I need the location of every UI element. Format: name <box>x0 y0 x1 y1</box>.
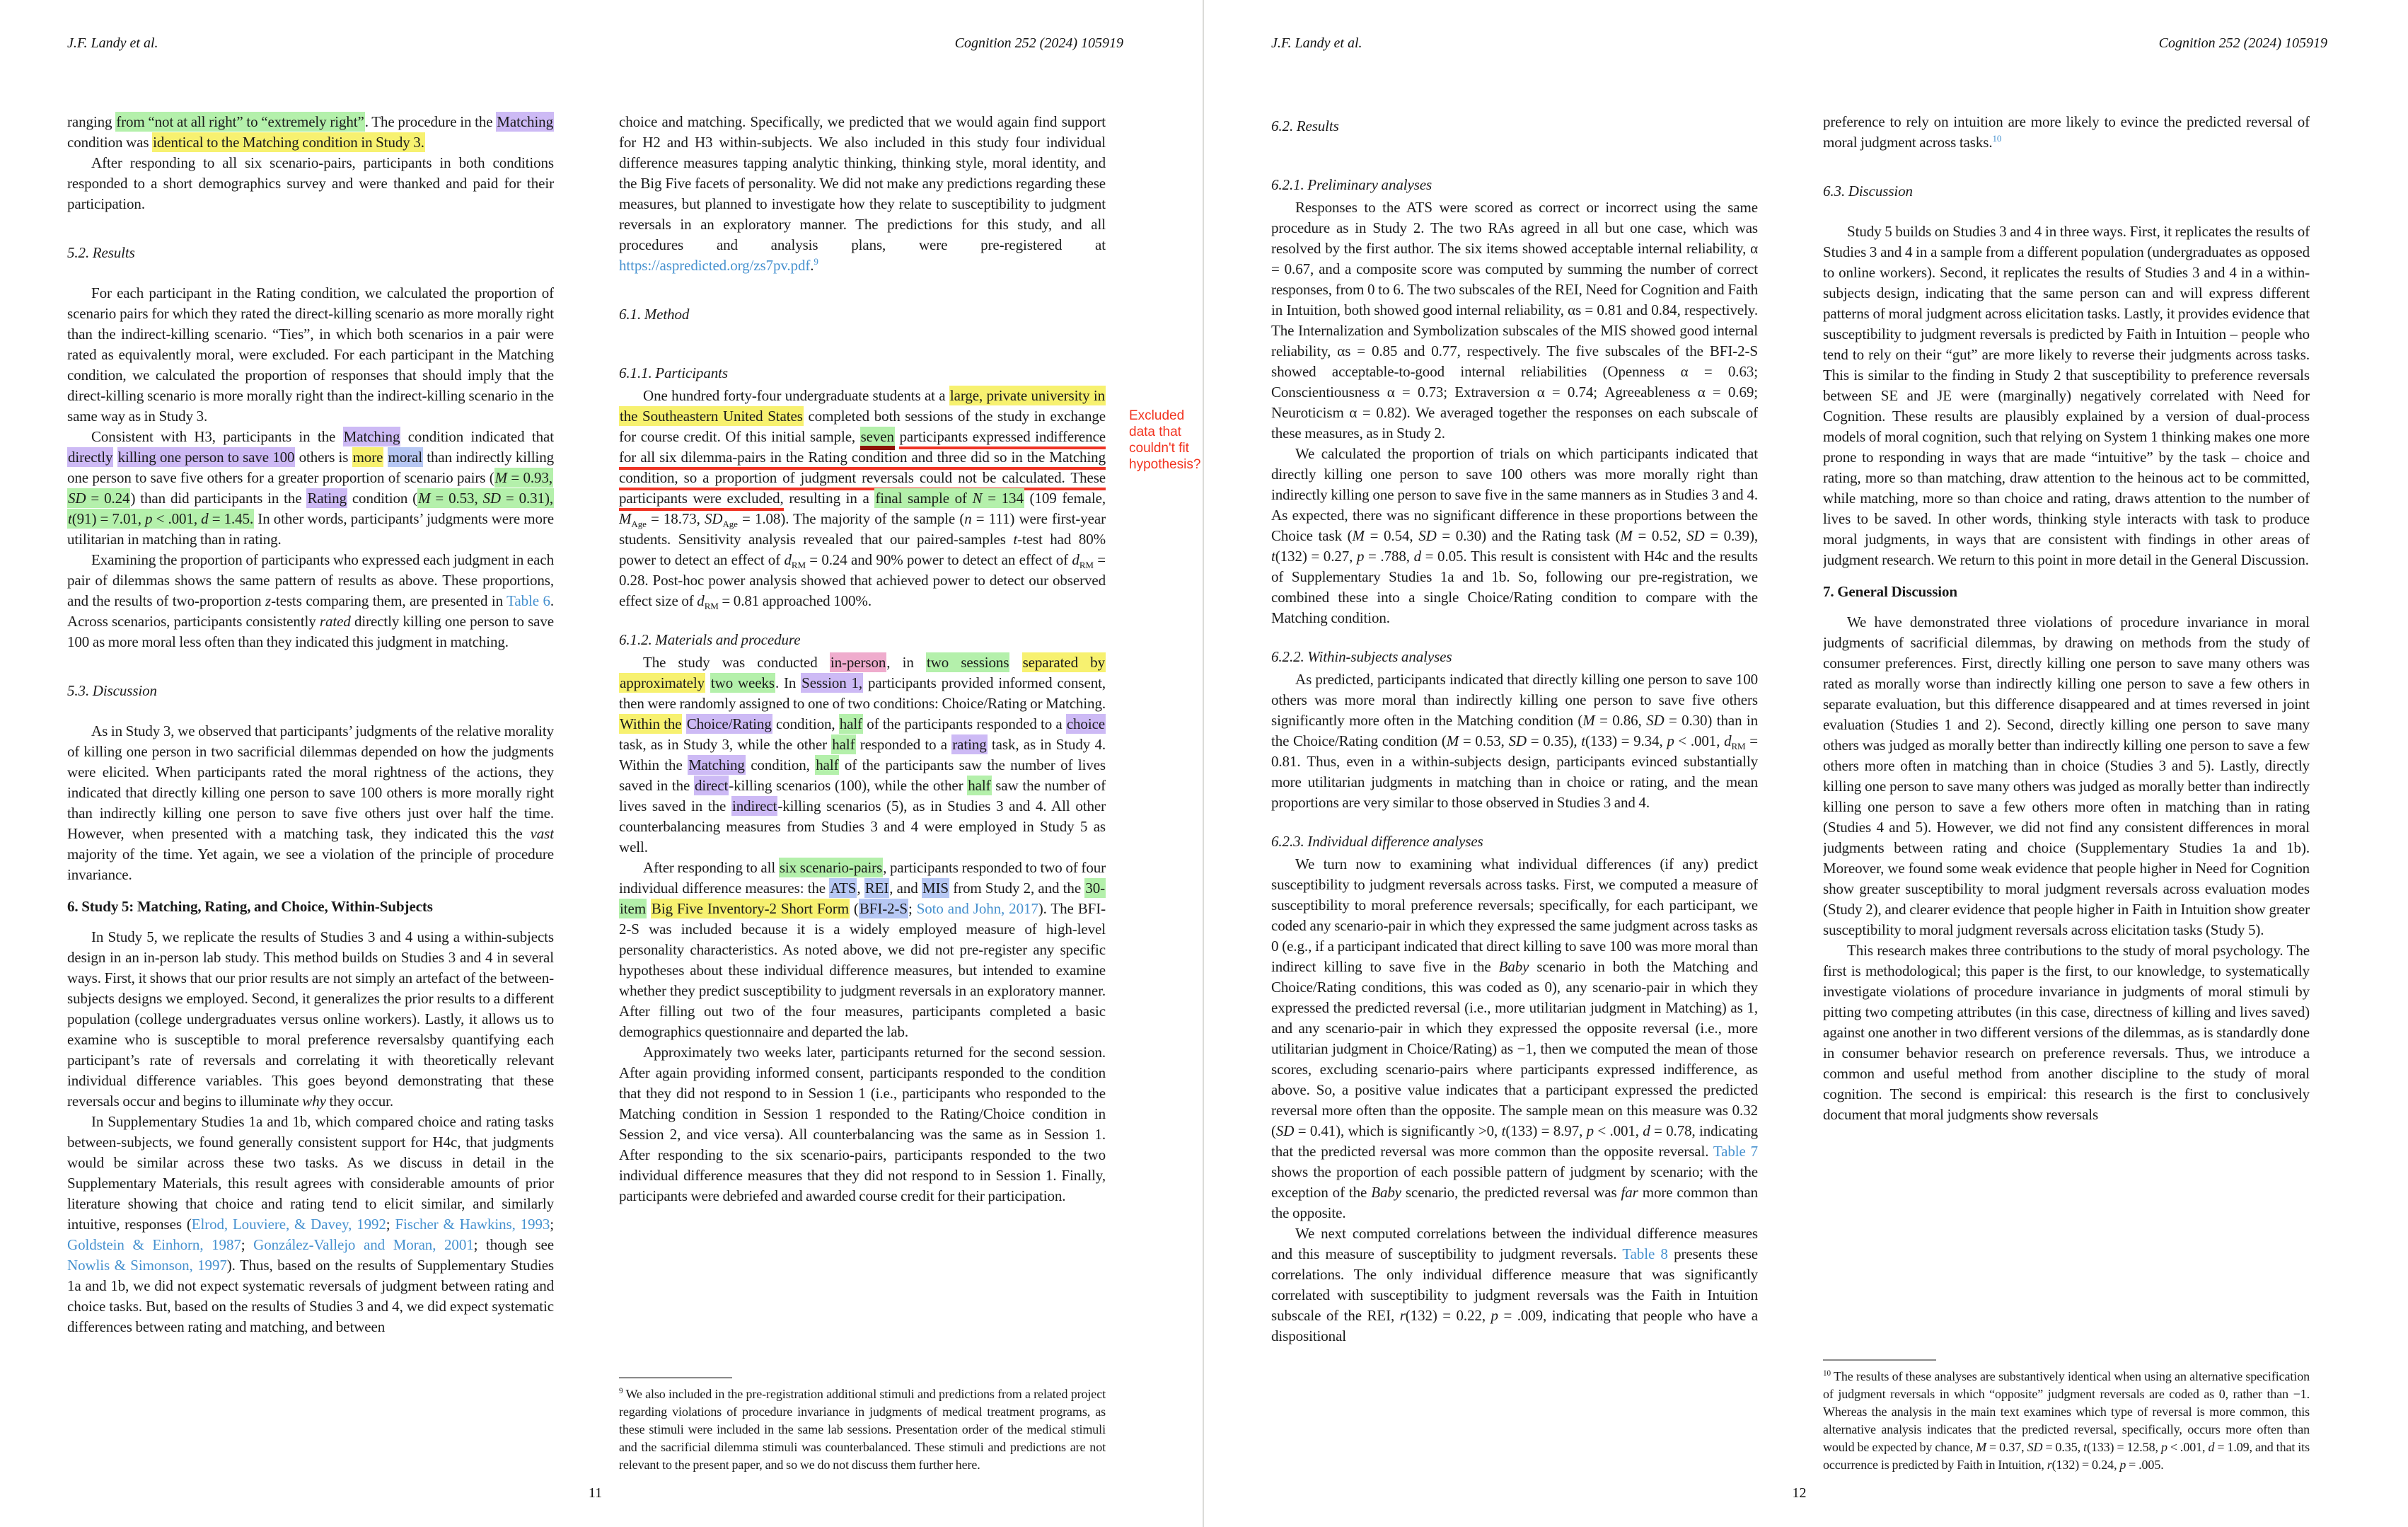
highlight-pink: in-person <box>830 654 886 671</box>
section-heading: 7. General Discussion <box>1823 583 1957 600</box>
paragraph <box>1271 197 1758 444</box>
text-run: ). Thus, based on the results of Supplementary Studies 1a and 1b, we did not expect systematic reversals of judgment between rating and choice tasks. But, based on the results of Studies 3 and 4, we did expect systematic differences between rating and matching, and between <box>67 1257 554 1335</box>
subsection-heading: 6.1.2. Materials and procedure <box>619 631 801 648</box>
text-run: In other words, participants’ judgments were more utilitarian in matching than in rating. <box>67 510 554 548</box>
text-run: We next computed correlations between the individual difference measures and this measure of susceptibility to judgment reversals. <box>1271 1225 1758 1262</box>
paragraph <box>67 112 554 153</box>
text-run: Consistent with H3, participants in the <box>91 428 343 445</box>
text-run: Examining the proportion of participants who expressed each judgment in each pair of dilemmas shows the same pattern of results as above. These proportions, and the results of two-proportion z-tests comparing them, are presented in <box>67 551 554 609</box>
column-container <box>67 112 1123 1474</box>
text-column-1 <box>67 112 554 1474</box>
subsection-heading: 6.1. Method <box>619 306 690 323</box>
citation-link[interactable]: Table 8 <box>1622 1245 1668 1262</box>
text-run: task, as in Study 4. Within the <box>619 736 1106 773</box>
text-run: . Across scenarios, participants consistently rated directly killing one person to save 100 as more moral less often than they indicated this judgment in matching. <box>67 592 554 650</box>
red-underlined-text: participants expressed indifference for all six dilemma-pairs in the Rating condition and three did so in the Matching condition, so a proportion of judgment reversals could not be calculated. These participants were excluded, <box>619 428 1106 511</box>
paragraph <box>619 386 1106 611</box>
text-run: presents these correlations. The only individual difference measure that was significantly correlated with susceptibility to judgment reversals was the Faith in Intuition subscale of the REI, r(132) = 0.22, p = .009, indicating that people who have a dispositional <box>1271 1245 1758 1344</box>
citation-link[interactable]: https://aspredicted.org/zs7pv.pdf <box>619 257 811 274</box>
text-run: completed both sessions of the study in exchange for course credit. Of this initial sample, <box>619 408 1106 445</box>
text-run: condition indicated that <box>400 428 554 445</box>
text-run: ; <box>241 1236 254 1253</box>
text-run: , participants responded to two of four individual difference measures: the <box>619 859 1106 897</box>
subsection-heading: 6.2. Results <box>1271 117 1339 134</box>
highlight-yellow: Big Five Inventory-2 Short Form <box>651 900 849 917</box>
citation-link[interactable]: Table 6 <box>507 592 550 609</box>
text-run: , and <box>889 880 922 897</box>
text-run: -killing scenarios (100), while the other <box>729 777 968 794</box>
text-run <box>705 674 710 691</box>
highlight-green: M = 0.53, SD = 0.31), t(91) = 7.01, p < .001, d = 1.45. <box>68 490 554 527</box>
highlight-purple: direct <box>695 777 729 794</box>
paragraph <box>619 652 1106 858</box>
text-run: condition, <box>772 715 839 732</box>
text-run: ; <box>550 1216 554 1233</box>
text-run <box>113 449 117 466</box>
subsection-heading: 6.1.1. Participants <box>619 364 728 381</box>
text-run: In Study 5, we replicate the results of Studies 3 and 4 using a within-subjects design in an in-person lab study. This method builds on Studies 3 and 4 in several ways. First, it shows that our prior results are not simply an artefact of the between-subjects designs we employed. Second, it generalizes the prior results to a different population (college undergraduates versus online workers). Lastly, it allows us to examine who is susceptible to moral preference reversalsby quantifying each participant’s rate of reversals and correlating it with theoretically relevant individual difference variables. This goes beyond demonstrating that these reversals occur and begins to illuminate why they occur. <box>67 928 554 1110</box>
highlight-purple: rating <box>952 736 987 753</box>
highlight-green: two sessions <box>926 654 1009 671</box>
subsection-heading: 6.2.1. Preliminary analyses <box>1271 176 1432 193</box>
paragraph <box>1271 444 1758 628</box>
highlight-yellow: separated by approximately <box>620 654 1105 691</box>
highlight-purple: Matching <box>688 756 745 773</box>
highlight-purple: Session 1, <box>801 674 863 691</box>
text-run: task, as in Study 3, while the other <box>619 736 832 753</box>
highlight-green: M = 0.93, SD = 0.24 <box>68 469 552 507</box>
highlight-green: two weeks <box>710 674 775 691</box>
paragraph <box>619 112 1106 276</box>
citation-link[interactable]: 10 <box>1992 133 2002 144</box>
footnote <box>1823 1359 2310 1474</box>
highlight-purple: killing one person to save 100 <box>117 449 295 466</box>
text-run: Responses to the ATS were scored as correct or incorrect using the same procedure as in Study 2. The two RAs agreed in all but one case, which was resolved by the first author. The six items showed acceptable internal reliability, α = 0.67, and a composite score was computed by summing the number of correct responses, from 0 to 6. The two subscales of the REI, Need for Cognition and Faith in Intuition, both showed good internal reliability, αs = 0.81 and 0.84, respectively. The Internalization and Symbolization subscales of the MIS showed good internal reliability, αs = 0.85 and 0.77, respectively. The five subscales of the BFI-2-S showed acceptable-to-good internal reliabilities (Openness α = 0.63; Conscientiousness α = 0.73; Extraversion α = 0.74; Agreeableness α = 0.69; Neuroticism α = 0.82). We averaged together the responses on each subscale of these measures, as in Study 2. <box>1271 199 1758 442</box>
text-run: of the participants saw the number of lives saved in the <box>619 756 1106 794</box>
paragraph <box>619 1042 1106 1206</box>
citation-link[interactable]: Soto and John, 2017 <box>916 900 1038 917</box>
text-run: We turn now to examining what individual differences (if any) predict susceptibility to judgment reversals across tasks. First, we computed a measure of susceptibility to moral preference reversals; specifically, for each participant, we coded any scenario-pair in which they expressed the same judgment across tasks as 0 (e.g., if a participant indicated that direct killing to save 100 was more moral than indirect killing to save five in the Baby scenario in both the Matching and Choice/Rating conditions, this was coded as 0), any scenario-pair in which they expressed the predicted reversal (i.e., more utilitarian judgment in Matching) as 1, and any scenario-pair in which they expressed the opposite reversal (i.e., more utilitarian judgment in Choice/Rating) as −1, then we computed the mean of those scores, excluding scenario-pairs where participants expressed indifference, as above. So, a positive value indicates that a participant expressed the predicted reversal more often than the opposite. The sample mean on this measure was 0.32 (SD = 0.41), which is significantly >0, t(133) = 8.97, p < .001, d = 0.78, indicating that the predicted reversal was more common than the opposite reversal. <box>1271 855 1758 1160</box>
text-column-2 <box>619 112 1106 1474</box>
paragraph <box>1823 221 2310 570</box>
text-run: choice and matching. Specifically, we predicted that we would again find support for H2 and H3 within-subjects. We also included in this study four individual difference measures tapping analytic thinking, thinking style, moral identity, and the Big Five facets of personality. We did not make any predictions regarding these measures, but planned to investigate how they relate to susceptibility to judgment reversals in an exploratory manner. The predictions for this study, and all procedures and analysis plans, were pre-registered at <box>619 113 1106 253</box>
running-head-journal: Cognition 252 (2024) 105919 <box>954 35 1123 51</box>
text-run: ; though see <box>473 1236 554 1253</box>
text-run <box>383 449 387 466</box>
paragraph <box>67 927 554 1112</box>
text-run: preference to rely on intuition are more likely to evince the predicted reversal of moral judgment across tasks. <box>1823 113 2310 151</box>
text-run: We calculated the proportion of trials on which participants indicated that directly killing one person to save 100 others was more morally right than indirectly killing one person to save five in the same manners as in Studies 3 and 4. As expected, there was no significant difference in these proportions between the Choice task (M = 0.54, SD = 0.30) and the Rating task (M = 0.52, SD = 0.39), t(132) = 0.27, p = .788, d = 0.05. This result is consistent with H4c and the results of Supplementary Studies 1a and 1b. So, following our pre-registration, we combined these into a single Choice/Rating condition to compare with the Matching condition. <box>1271 445 1758 626</box>
text-run <box>682 715 685 732</box>
highlight-yellow: identical to the Matching condition in Study 3. <box>153 134 424 151</box>
highlight-purple: Choice/Rating <box>686 715 772 732</box>
text-run: As predicted, participants indicated that directly killing one person to save 100 others was more moral than indirectly killing one person to save five others significantly more often in the Matching condition (M = 0.86, SD = 0.30) than in the Choice/Rating condition (M = 0.53, SD = 0.35), t(133) = 9.34, p < .001, $d_{RM} = 0.81$. Thus, even in a within-subjects design, participants evinced substantially more utilitarian judgments in matching than in choice or rating, and the mean proportions are very similar to those observed in Studies 3 and 4. <box>1271 671 1758 811</box>
text-run: In Supplementary Studies 1a and 1b, which compared choice and rating tasks between-subjects, we found generally consistent support for H4c, that judgments would be similar across these two tasks. As we discuss in detail in the Supplementary Materials, this result agrees with considerable amounts of prior literature showing that choice and rating tend to elicit similar, and similarly intuitive, responses ( <box>67 1113 554 1233</box>
paragraph <box>1823 612 2310 940</box>
text-run: shows the proportion of each possible pattern of judgment by scenario; with the exception of the Baby scenario, the predicted reversal was far more common than the opposite. <box>1271 1163 1758 1221</box>
highlight-green: half <box>968 777 991 794</box>
highlight-purple: Rating <box>307 490 347 507</box>
text-run: Study 5 builds on Studies 3 and 4 in three ways. First, it replicates the results of Studies 3 and 4 in a sample from a different population (undergraduates as opposed to online workers). Second, it replicates the results of Studies 3 and 4 in a within-subjects design, indicating that the same person can and will express different patterns of moral judgment across elicitation tasks. Lastly, it provides evidence that susceptibility to judgment reversals is predicted by Faith in Intuition – people who tend to rely on their “gut” are more likely to reverse their judgments across tasks. This is similar to the finding in Study 2 that susceptibility to preference reversals between SE and JE were (marginally) negatively correlated with Need for Cognition. These results are plausibly explained by a version of dual-process models of moral cognition, such that relying on System 1 thinking makes one more prone to responding in ways that are made “intuitive” by the task – choice and rating, more so than matching, draw attention to the heinous act to be committed, while matching, more so than choice and rating, draws attention to the number of lives to be saved. In other words, thinking style interacts with task to produce moral judgments, in ways that are consistent with findings in other areas of judgment research. We return to this point in more detail in the General Discussion. <box>1823 223 2310 568</box>
text-run: . The procedure in the <box>364 113 497 130</box>
paragraph <box>67 1112 554 1337</box>
text-run: responded to a <box>855 736 952 753</box>
subsection-heading: 5.3. Discussion <box>67 682 157 699</box>
paragraph <box>619 858 1106 1042</box>
subsection-heading: 5.2. Results <box>67 244 135 261</box>
text-run: . <box>810 257 814 274</box>
highlight-purple: Matching <box>343 428 400 445</box>
paragraph <box>1271 669 1758 813</box>
text-run: saw the number of lives saved in the <box>619 777 1106 814</box>
highlight-blue: REI <box>864 880 889 897</box>
citation-link[interactable]: Elrod, Louviere, & Davey, 1992 <box>191 1216 386 1233</box>
paragraph <box>1823 112 2310 153</box>
text-run: ). The BFI-2-S was included because it is a widely employed measure of high-level personality characteristics. As noted above, we did not pre-register any specific hypotheses about these individual difference measures, but intended to examine whether they predict susceptibility to judgment reversals in an exploratory manner. After filling out two of the four measures, participants completed a basic demographics questionnaire and departed the lab. <box>619 900 1106 1040</box>
text-run: After responding to all <box>643 859 779 876</box>
text-run: $^9$ We also included in the pre-registration additional stimuli and predictions from a related project regarding violations of procedure invariance in judgments of medical treatment programs, as these stimuli were included in the same lab sessions. Presentation order of the medical stimuli and the sacrificial dilemma stimuli was counterbalanced. These stimuli and predictions are not relevant to the present paper, and so we do not discuss them further here. <box>619 1387 1106 1472</box>
citation-link[interactable]: Nowlis & Simonson, 1997 <box>67 1257 227 1274</box>
text-run: $^{10}$ The results of these analyses are substantively identical when using an alternative specification of judgment reversals in which “opposite” judgment reversals are coded as 0, rather than −1. Whereas the analysis in the main text examines which type of reversal is more common, this alternative analysis indicates that the predicted reversal, specifically, occurs more often than would be expected by chance, M = 0.37, SD = 0.35, t(133) = 12.58, p < .001, d = 1.09, and that its occurrence is predicted by Faith in Intuition, r(132) = 0.24, p = .005. <box>1823 1369 2310 1472</box>
highlight-green: six scenario-pairs <box>779 859 883 876</box>
text-run: , in <box>886 654 926 671</box>
paragraph <box>67 721 554 885</box>
paragraph <box>1271 1223 1758 1347</box>
text-run: ranging <box>67 113 116 130</box>
text-run: of the participants responded to a <box>863 715 1066 732</box>
highlight-blue: ATS <box>830 880 857 897</box>
text-run: We have demonstrated three violations of procedure invariance in moral judgments of sacrificial dilemmas, by drawing on methods from the study of consumer preferences. First, directly killing one person to save many others was rated as morally worse than indirectly killing one person to save a few others in separate evaluation, but this difference disappeared and at times reversed in joint evaluation (Studies 1 and 2). Second, directly killing one person to save many others was judged as morally better than indirectly killing one person to save a few others more often in matching than in choice (Studies 3 and 5). Lastly, directly killing one person to save many others was judged as morally better than indirectly killing one person to save a few others more often in matching than in rating (Studies 4 and 5). However, we did not find any consistent differences in moral judgments between rating and choice (Supplementary Studies 1a and 1b). Moreover, we found some weak evidence that people higher in Need for Cognition show greater susceptibility to moral judgment reversals across evaluation modes (Study 2), and clearer evidence that people higher in Faith in Intuition show greater susceptibility to moral judgment reversals across elicitation tasks (Study 5). <box>1823 613 2310 938</box>
highlight-purple: indirect <box>731 797 777 814</box>
paragraph <box>67 427 554 550</box>
text-run: ; <box>386 1216 395 1233</box>
text-run: from Study 2, and the <box>949 880 1085 897</box>
subsection-heading: 6.3. Discussion <box>1823 183 1913 200</box>
paragraph <box>67 283 554 427</box>
text-column-1 <box>1271 112 1758 1474</box>
text-run: The study was conducted <box>643 654 830 671</box>
highlight-green: final sample of N = 134 <box>875 490 1024 507</box>
column-container <box>1271 112 2327 1474</box>
running-head-author: J.F. Landy et al. <box>1271 35 1362 51</box>
page-number: 11 <box>588 1485 603 1501</box>
text-run: (109 female, $M_{Age} = 18.73$, $SD_{Age} = 1.08$). The majority of the sample (n = 111) were first-year students. Sensitivity analysis revealed that our paired-samples t-test had 80% power to detect an effect of $d_{RM} = 0.24$ and 90% power to detect an effect of $d_{RM} = 0.28$. Post-hoc power analysis showed that achieved power to detect our observed effect size of $d_{RM} = 0.81$ approached 100%. <box>619 490 1106 612</box>
text-run: resulting in a <box>783 490 875 507</box>
page-number: 12 <box>1792 1485 1807 1501</box>
text-run: . In <box>775 674 801 691</box>
highlight-green: 30-item <box>620 880 1105 917</box>
text-run <box>1009 654 1021 671</box>
text-run: condition, <box>745 756 816 773</box>
highlight-blue: MIS <box>922 880 949 897</box>
text-run: After responding to all six scenario-pairs, participants in both conditions responded to a short demographics survey and were thanked and paid for their participation. <box>67 154 554 212</box>
citation-link[interactable]: Table 7 <box>1713 1143 1758 1160</box>
highlight-green: from “not at all right” to “extremely right” <box>116 113 364 130</box>
text-run: ; <box>908 900 917 917</box>
paragraph <box>67 153 554 214</box>
subsection-heading: 6.2.3. Individual difference analyses <box>1271 833 1483 850</box>
citation-link[interactable]: Goldstein & Einhorn, 1987 <box>67 1236 241 1253</box>
running-head-journal: Cognition 252 (2024) 105919 <box>2158 35 2327 51</box>
page-12 <box>1204 0 2408 1527</box>
text-run: ) than did participants in the <box>130 490 307 507</box>
paragraph <box>67 550 554 652</box>
highlight-yellow: large, private university in the Southeastern United States <box>620 387 1105 425</box>
text-run: -killing scenarios (5), as in Studies 3 and 4. All other counterbalancing measures from Studies 3 and 4 were employed in Study 5 as well. <box>619 797 1106 855</box>
citation-link[interactable]: Fischer & Hawkins, 1993 <box>395 1216 550 1233</box>
margin-annotation-red: Excluded data that couldn't fit hypothesis? <box>1129 408 1201 472</box>
citation-link[interactable]: 9 <box>814 256 818 267</box>
highlight-green: half <box>816 756 839 773</box>
text-run: ( <box>849 900 859 917</box>
highlight-blue: BFI-2-S <box>859 900 908 917</box>
text-run: , <box>857 880 864 897</box>
text-run: others is <box>295 449 352 466</box>
highlight-purple: Matching <box>497 113 553 130</box>
paragraph <box>1271 854 1758 1223</box>
section-heading: 6. Study 5: Matching, Rating, and Choice, Within-Subjects <box>67 898 433 915</box>
subsection-heading: 6.2.2. Within-subjects analyses <box>1271 648 1452 665</box>
text-run: For each participant in the Rating condition, we calculated the proportion of scenario pairs for which they rated the direct-killing scenario as more morally right than the indirect-killing scenario. “Ties”, in which both scenarios in a pair were rated as equivalently moral, were excluded. For each participant in the Matching condition, we calculated the proportion of responses that should imply that the direct-killing scenario is more morally right than the indirect-killing scenario in the same way as in Study 3. <box>67 284 554 425</box>
highlight-purple: directly <box>68 449 113 466</box>
text-run: Approximately two weeks later, participants returned for the second session. After again providing informed consent, participants responded to the condition that they did not respond to in Session 1 (i.e., participants who responded to the Matching condition in Session 1 responded to the Rating/Choice condition in Session 2, and vice versa). All counterbalancing was the same as in Session 1. After responding to the six scenario-pairs, participants responded to the two individual difference measures that they did not respond to in Session 1. Finally, participants were debriefed and awarded course credit for their participation. <box>619 1044 1106 1204</box>
text-run: condition ( <box>347 490 418 507</box>
running-head <box>67 35 1123 52</box>
footnote <box>619 1377 1106 1474</box>
highlight-blue: moral <box>388 449 423 466</box>
highlight-yellow: Within the <box>620 715 682 732</box>
highlight-green: half <box>839 715 863 732</box>
running-head <box>1271 35 2327 52</box>
paragraph <box>1823 940 2310 1125</box>
dark-red-underlined-highlight: seven <box>860 427 895 450</box>
text-run: One hundred forty-four undergraduate students at a <box>643 387 949 404</box>
highlight-purple: choice <box>1066 715 1106 732</box>
citation-link[interactable]: González-Vallejo and Moran, 2001 <box>253 1236 474 1253</box>
text-run: As in Study 3, we observed that participants’ judgments of the relative morality of killing one person in two sacrificial dilemmas depended on how the judgments were elicited. When participants rated the moral rightness of the actions, they indicated that directly killing one person to save 100 others is more morally right than indirectly killing one person to save five others just over half the time. However, when presented with a matching task, they indicated this the vast majority of the time. Yet again, we see a violation of the principle of procedure invariance. <box>67 722 554 883</box>
running-head-author: J.F. Landy et al. <box>67 35 158 51</box>
text-run: condition was <box>67 134 153 151</box>
text-column-2 <box>1823 112 2310 1474</box>
text-run: This research makes three contributions to the study of moral psychology. The first is methodological; this paper is the first, to our knowledge, to systematically investigate violations of procedure invariance in judgments of moral stimuli by pitting two competing attributes (in this case, directness of killing and lives saved) against one another in two different versions of the dilemmas, as is standardly done in consumer behavior research on preference reversals. Thus, we introduce a common and useful method from another discipline to the study of moral cognition. The second is empirical: this research is the first to conclusively document that moral judgments show reversals <box>1823 942 2310 1123</box>
text-run: participants provided informed consent, then were randomly assigned to one of two conditions: Choice/Rating or Matching. <box>619 674 1106 712</box>
highlight-green: half <box>832 736 855 753</box>
highlight-yellow: more <box>352 449 383 466</box>
text-run: than indirectly killing one person to save five others for a greater proportion of scenario pairs ( <box>67 449 554 486</box>
